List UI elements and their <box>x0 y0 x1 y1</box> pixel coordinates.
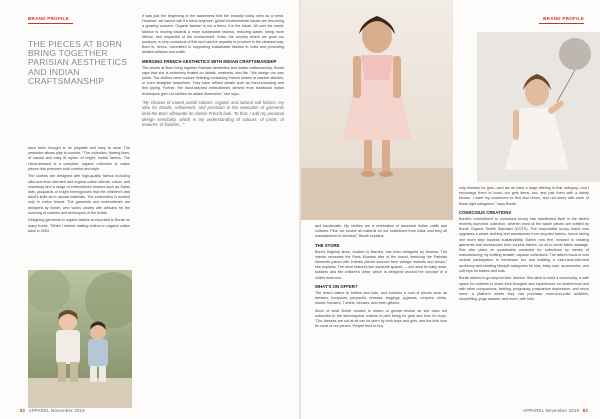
offer-heading: WHAT'S ON OFFER? <box>315 283 358 289</box>
body-column-3 <box>315 224 447 406</box>
body-column-2 <box>142 14 284 410</box>
girl-dress-illustration <box>301 0 453 220</box>
page-headline: THE PIECES AT BORN BRING TOGETHER PARISIAN AESTHETICS AND INDIAN CRAFTSMANSHIP <box>28 39 128 86</box>
section-tag-rule <box>28 23 73 24</box>
photo-girl-balloon <box>477 32 600 182</box>
col4-intro: only dresses for girls—and we do have a large offering in that category—but I encourage them to touch our girls items, too, and pair them with a dainty blouse. I want my customers to find and return, and not worry with each of those rigid categories," says Bordé. <box>459 186 589 206</box>
col2-intro: it was just the beginning of the awareness that the industry today sees as a trend. However, we cannot call it a trend anymore; global environmental issues are becoming a growing concern. Organic fashion is not a trend, it is the future. All over the world, fashion is moving towards a more sustainable fashion, reducing waste, being more ethical, and respectful of the environment. India, the country where we grow our products, is very conscious of this and has the capacity to produce in the cleanest way. Born is, hence, committed to supporting sustainable fashion in India and promoting brilliant artisans and crafts. <box>142 14 284 55</box>
right-page <box>301 0 600 419</box>
photo-children-outdoors <box>28 270 132 408</box>
right-pub-name: APPAREL <box>523 408 545 413</box>
left-page-number: 82 <box>20 408 26 413</box>
offer-body: The brand caters to babies and kids, and includes a host of pieces such as dresses, bodysuits, jumpsuits, dresses, leggings, pyjamas, rompers, shirts, shorts, trousers, T-shirts, blouses, and even giftsets. <box>315 290 447 306</box>
left-pub-name: APPAREL <box>28 408 50 413</box>
store-heading: THE STORE <box>315 242 340 248</box>
csr-body-2: Bordé wishes to go beyond kids' fashion. She aims to build a community, a safe space for mothers to share their thoughts and experiences on motherhood and with other companions, bathing, pregnancy, postpartum depression, and much more: a platform where they can purchase mom-and-child activities, storytelling, yoga classes, and more, with kids. <box>459 276 589 302</box>
right-issue-date: November 2019 <box>545 408 580 413</box>
pull-quote: "My choices of muted pastel colours, organic and natural soft fabrics, my idea for details, refinement, and precision in the execution of garments lend the Born silhouette its classic French look. To that, I add my personal design sensibility, which is my understanding of colours, of prints, of textures, of finishes..." <box>142 99 284 128</box>
section-tag-rule-right <box>539 23 584 24</box>
girl-balloon-illustration <box>477 32 600 182</box>
col3-paragraph: and handicrafts. My clothes are a celebration of ancestral Indian crafts and cultures. Plus, we source all material for our collections from India, and they all manufactured in Mumbai," Bordé explains. <box>315 224 447 239</box>
right-folio <box>523 408 588 413</box>
section-tag-right: BRAND PROFILE <box>543 16 584 21</box>
col1-paragraph: The clothes are designed with high-quality fabrics including silks and linen-blended and organic cotton blends, cotton, and chambray and a range of embroidered weaves such as Swiss dots, jacquards or bright herringbones that the children's and adult's knits as in natural materials. The embroidery is worked only in cotton thread. The garments and embroideries are designed by Bordé, who works closely with artisans for the sourcing of cultures and techniques of the textile. <box>28 174 130 215</box>
store-body: Born's flagship store, located in Bandra, has been designed by Avanna. The interior recreates the Paris Mumbai vibe of the brand, featuring the Parisian elements paired with eclectic pieces sourced from vintage markets and shops," she explains. The store features two separate spaces — one area for baby wear, toddlers and the children's wear, which is designed around the concept of a child's bedroom. <box>315 249 447 280</box>
offer-body-2: Much of what Bordé creates is unisex or gender-neutral as she does not subscribe to the stereotypical notions of pink being for girls and blue for boys. "Our dresses are not-at all can be worn by both boys and girls, and the kids love for most of our pieces. People tend to buy <box>315 308 447 329</box>
left-page <box>0 0 299 419</box>
children-outdoors-illustration <box>28 270 132 408</box>
left-issue-date: November 2019 <box>51 408 85 413</box>
right-page-number: 83 <box>582 408 588 413</box>
col2-heading: MERGING FRENCH AESTHETICS WITH INDIAN CRAFTSMANSHIP <box>142 58 277 64</box>
col1-paragraph: have been thought to be playable and easy to wear. The wardrobe allows play to comfort. "The collection, flowing lines, of casual and easy fit styles, of bright, muted fabrics. The Hand-dressed is a complete, organic collection of cotton pieces that promises both comfort and style. <box>28 146 130 171</box>
col1-paragraph: Designing garments in organic fabrics is important to Bordé on many fronts. "When I started making clothes in organic cotton back in 2003, <box>28 218 130 233</box>
csr-heading: CONSCIOUS CREATIONS <box>459 209 512 215</box>
section-tag: BRAND PROFILE <box>28 16 69 21</box>
left-folio <box>20 408 85 413</box>
photo-girl-dress <box>301 0 453 220</box>
body-column-4 <box>459 186 589 406</box>
col2-body: The pieces at Born bring together Parisian aesthetics and Indian craftsmanship. Bordé says that she is extremely fixated on details, neatness, and fits. "We design our own prints. The clothes have couture finishing containing French seams or blanket stitches, or even straighter seamlines. They have refined details such as hand-smocking and thin piping. Further, the hand-stitched embroideries derived from traditional Indian techniques give our clothes an added dimension," she says. <box>142 65 284 96</box>
csr-body: Bordé's commitment to conscious luxury has manifested itself in the label's recently launched collection, wherein most of the waste pieces are crafted by Bordé Organic Textile Standard (GOTS). The responsible luxury brand now upgrades a waste clothing and accessories from recycled fabrics, hence taking one more step towards sustainability. Earlier now firm, forward to creating garments and accessories from surplus fabrics, so as to avoid fabric wastage. She also plans on sustainable wardrobe for collections by means of manufacturing, by crafting smaller, capsule collections. The label's focus is now include participation in homeware too and building a mom-and-kids-held workshop and creating lifestyle categories for kids, baby care, accessories, and soft toys for babies and kids. <box>459 216 589 273</box>
